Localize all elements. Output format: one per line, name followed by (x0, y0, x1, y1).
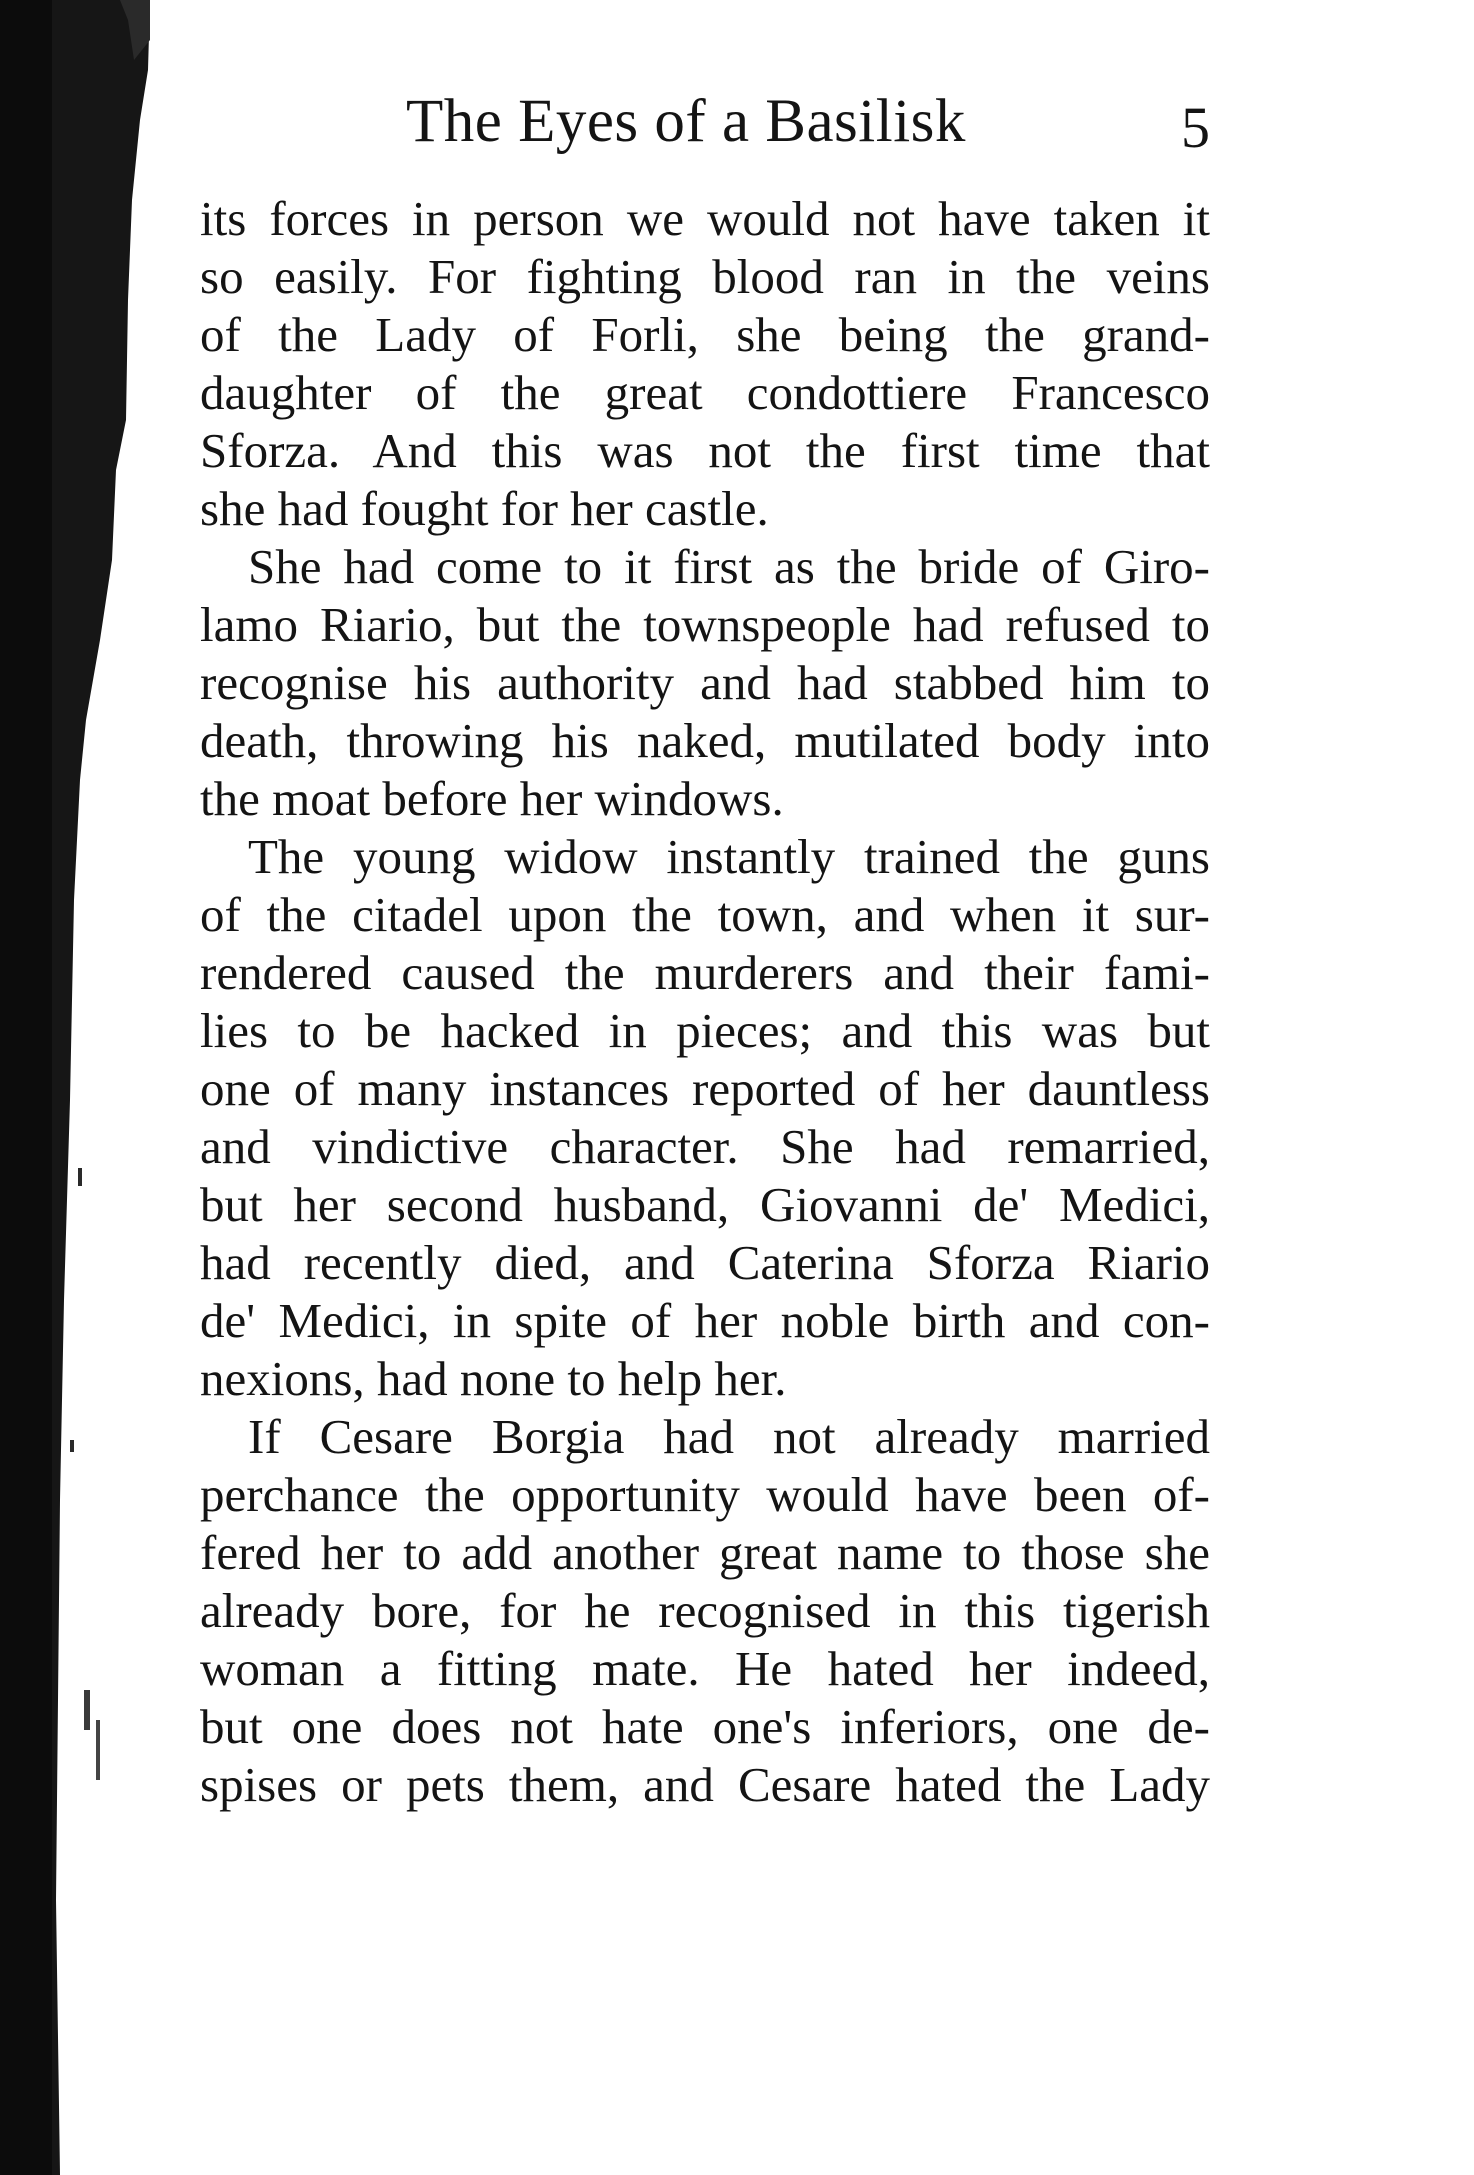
text-line: spises or pets them, and Cesare hated the Lady (200, 1757, 1210, 1812)
text-line: of the Lady of Forli, she being the grand- (200, 307, 1210, 362)
text-line: perchance the opportunity would have been of- (200, 1467, 1210, 1522)
text-line: She had come to it first as the bride of Giro- (248, 539, 1210, 594)
text-line: of the citadel upon the town, and when it sur- (200, 887, 1210, 942)
text-line: had recently died, and Caterina Sforza Riario (200, 1235, 1210, 1290)
text-line: nexions, had none to help her. (200, 1351, 787, 1406)
text-line: but her second husband, Giovanni de' Medici, (200, 1177, 1210, 1232)
text-line: Sforza. And this was not the first time that (200, 423, 1210, 478)
paragraph (200, 538, 1210, 828)
text-line: daughter of the great condottiere Francesco (200, 365, 1210, 420)
text-line: so easily. For fighting blood ran in the veins (200, 249, 1210, 304)
text-line: recognise his authority and had stabbed him to (200, 655, 1210, 710)
text-line: the moat before her windows. (200, 771, 784, 826)
text-line: woman a fitting mate. He hated her indeed, (200, 1641, 1210, 1696)
text-line: but one does not hate one's inferiors, one de- (200, 1699, 1210, 1754)
text-line: its forces in person we would not have taken it (200, 191, 1210, 246)
paragraph (200, 190, 1210, 538)
text-line: she had fought for her castle. (200, 481, 769, 536)
text-line: If Cesare Borgia had not already married (248, 1409, 1210, 1464)
paragraph (200, 1408, 1210, 1814)
text-line: rendered caused the murderers and their fami- (200, 945, 1210, 1000)
running-title: The Eyes of a Basilisk (406, 88, 966, 155)
text-line: The young widow instantly trained the guns (248, 829, 1210, 884)
text-line: and vindictive character. She had remarried, (200, 1119, 1210, 1174)
text-line: lies to be hacked in pieces; and this was but (200, 1003, 1210, 1058)
paragraph (200, 828, 1210, 1408)
text-line: already bore, for he recognised in this tigerish (200, 1583, 1210, 1638)
text-line: one of many instances reported of her dauntless (200, 1061, 1210, 1116)
text-line: lamo Riario, but the townspeople had refused to (200, 597, 1210, 652)
text-line: death, throwing his naked, mutilated body into (200, 713, 1210, 768)
page-number: 5 (1181, 95, 1210, 160)
body-text (200, 190, 1210, 1814)
text-line: fered her to add another great name to those she (200, 1525, 1210, 1580)
page-binding-shadow (0, 0, 150, 2175)
running-header (200, 82, 1210, 162)
text-line: de' Medici, in spite of her noble birth and con- (200, 1293, 1210, 1348)
